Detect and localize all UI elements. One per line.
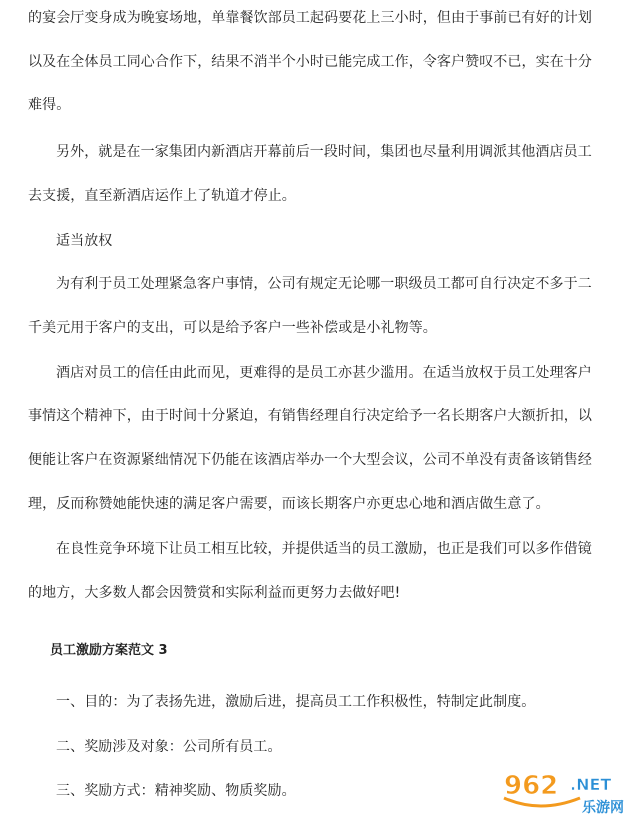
body-text-line: 的宴会厅变身成为晚宴场地，单靠餐饮部员工起码要花上三小时，但由于事前已有好的计划 — [28, 10, 592, 26]
body-text-line: 事情这个精神下，由于时间十分紧迫，有销售经理自行决定给予一名长期客户大额折扣，以 — [28, 408, 592, 424]
body-text-line: 便能让客户在资源紧绌情况下仍能在该酒店举办一个大型会议，公司不单没有责备该销售经 — [28, 452, 592, 468]
site-watermark — [500, 768, 632, 816]
body-text-line: 的地方，大多数人都会因赞赏和实际利益而更努力去做好吧! — [28, 585, 401, 601]
body-text-line: 难得。 — [28, 97, 71, 113]
body-text-line: 以及在全体员工同心合作下，结果不消半个小时已能完成工作，令客户赞叹不已，实在十分 — [28, 54, 592, 70]
body-text-line: 去支援，直至新酒店运作上了轨道才停止。 — [28, 188, 296, 204]
list-item: 一、目的：为了表扬先进，激励后进，提高员工工作积极性，特制定此制度。 — [56, 694, 536, 710]
watermark-logo-icon — [500, 768, 632, 816]
watermark-site-name: 乐游网 — [582, 800, 624, 816]
body-text-line: 另外，就是在一家集团内新酒店开幕前后一段时间，集团也尽量利用调派其他酒店员工 — [56, 144, 592, 160]
body-text-line: 酒店对员工的信任由此而见，更难得的是员工亦甚少滥用。在适当放权于员工处理客户 — [56, 365, 592, 381]
watermark-logo-suffix: .NET — [570, 775, 612, 794]
article-heading: 员工激励方案范文 3 — [50, 643, 168, 658]
body-text-line: 理，反而称赞她能快速的满足客户需要，而该长期客户亦更忠心地和酒店做生意了。 — [28, 496, 550, 512]
watermark-logo-number: 962 — [504, 771, 559, 801]
body-text-line: 为有利于员工处理紧急客户事情，公司有规定无论哪一职级员工都可自行决定不多于二 — [56, 276, 592, 292]
body-text-line: 在良性竞争环境下让员工相互比较，并提供适当的员工激励，也正是我们可以多作借镜 — [56, 541, 592, 557]
list-item: 二、奖励涉及对象：公司所有员工。 — [56, 739, 282, 755]
list-item: 三、奖励方式：精神奖励、物质奖励。 — [56, 783, 296, 799]
body-text-line: 千美元用于客户的支出，可以是给予客户一些补偿或是小礼物等。 — [28, 320, 437, 336]
section-title: 适当放权 — [56, 233, 113, 249]
